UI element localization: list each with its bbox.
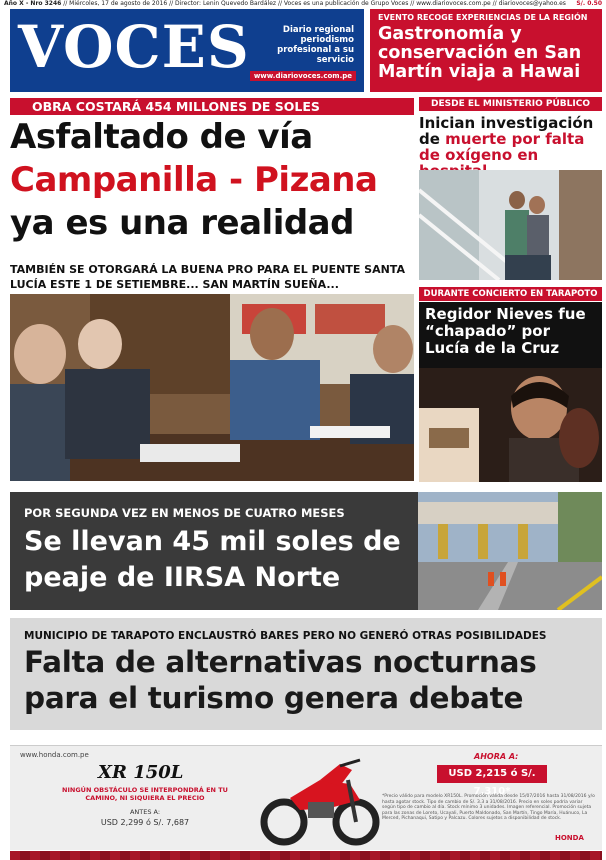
main-subheadline: TAMBIÉN SE OTORGARÁ LA BUENA PRO PARA EL PUENTE SANTA LUCÍA ESTE 1 DE SETIEMBRE... SAN MARTÍN SUEÑA... [10,263,405,291]
ad-before-price: USD 2,299 ó S/. 7,687 [100,818,190,827]
promo-headline: Gastronomía y conservación en San Martín viaja a Hawai [378,24,582,82]
concert-photo [419,368,602,482]
main-photo-meeting [10,294,414,481]
newspaper-logo: VOCES [18,13,250,81]
ad-now-label: AHORA A: [474,752,519,761]
main-headline-line3: ya es una realidad [10,203,354,243]
main-headline-line2: Campanilla - Pizana [10,160,378,200]
issue-date: Miércoles, 17 de agosto de 2016 [69,0,168,7]
iirsa-story[interactable] [10,492,602,610]
ad-fine-print: *Precio válido para modelo XR150L. Promoción válida desde 15/07/2016 hasta 31/08/2016 y/o hasta agotar stock. Tipo de cambio de S/. 3.3 a 31/08/2016. Precio en soles podría variar según tipo de cambio al día. Stock mínimo 3 unidades. Imagen referencial. Promoción sujeta para las zonas de Loreto, Ucayali, Puerto Maldonado, San Martín, Tingo María, Huánuco, La Merced, Pichanaqui, Satipo y Palcazu. Colores sujetos a disponibilidad de stock. [382,794,595,822]
masthead-url: www.diariovoces.com.pe [250,71,356,81]
masthead [10,9,364,92]
promo-kicker: EVENTO RECOGE EXPERIENCIAS DE LA REGIÓN [378,13,588,22]
honda-advertisement[interactable] [10,745,602,850]
motorcycle-image [260,750,380,848]
tarapoto-headline: Falta de alternativas nocturnas para el turismo genera debate [24,645,537,715]
tarapoto-story[interactable] [10,618,602,730]
slogan: Diario regional periodismo profesional a su servicio [277,25,354,65]
concert-story[interactable] [419,302,602,482]
issue-info: Año X - Nro 3246 // Miércoles, 17 de agosto de 2016 // Director: Lenin Quevedo Bardález // Voces es una publicación de Grupo Voces // www.diariovoces.com.pe // diariovoces@yahoo.es [4,0,566,7]
right-headline-1-black: Inician investigación de [419,114,594,148]
right-kicker-2: DURANTE CONCIERTO EN TARAPOTO [419,287,602,301]
main-headline[interactable] [10,116,414,245]
right-headline-2: Regidor Nieves fue “chapado” por Lucía de la Cruz [425,305,586,357]
toll-booth-photo [418,492,602,610]
ad-brand: HONDA [555,834,584,842]
email: diariovoces@yahoo.es [498,0,566,7]
main-headline-line1: Asfaltado de vía [10,117,313,157]
iirsa-headline: Se llevan 45 mil soles de peaje de IIRSA Norte [24,526,401,593]
ad-model-logo: XR 150L [98,762,184,783]
top-info-strip [4,0,602,9]
promo-story[interactable] [370,9,602,92]
bottom-decorative-strip [10,851,602,860]
website: www.diariovoces.com.pe [416,0,491,7]
iirsa-kicker: POR SEGUNDA VEZ EN MENOS DE CUATRO MESES [24,506,345,520]
publisher-credit: Voces es una publicación de Grupo Voces [283,0,409,7]
hospital-photo-illustration [419,170,602,280]
cover-price: S/. 0.50 [576,0,602,7]
director-credit: Director: Lenin Quevedo Bardález [175,0,277,7]
ad-now-price: USD 2,215 ó S/. 7,310* [437,765,547,783]
right-headline-1-red: muerte por falta de oxígeno en [419,130,585,164]
meeting-photo-illustration [10,294,414,481]
main-kicker: OBRA COSTARÁ 454 MILLONES DE SOLES [10,98,414,115]
ad-url: www.honda.com.pe [20,751,89,759]
issue-number: Año X - Nro 3246 [4,0,62,7]
ad-before-label: ANTES A: [129,808,161,816]
hospital-photo [419,170,602,280]
toll-photo-illustration [418,492,602,610]
concert-photo-illustration [419,368,602,482]
ad-tagline: NINGÚN OBSTÁCULO SE INTERPONDRÁ EN TU CAMINO, NI SIQUIERA EL PRECIO [62,786,228,802]
right-kicker-1: DESDE EL MINISTERIO PÚBLICO [419,97,602,111]
tarapoto-kicker: MUNICIPIO DE TARAPOTO ENCLAUSTRÓ BARES PERO NO GENERÓ OTRAS POSIBILIDADES [24,630,547,642]
